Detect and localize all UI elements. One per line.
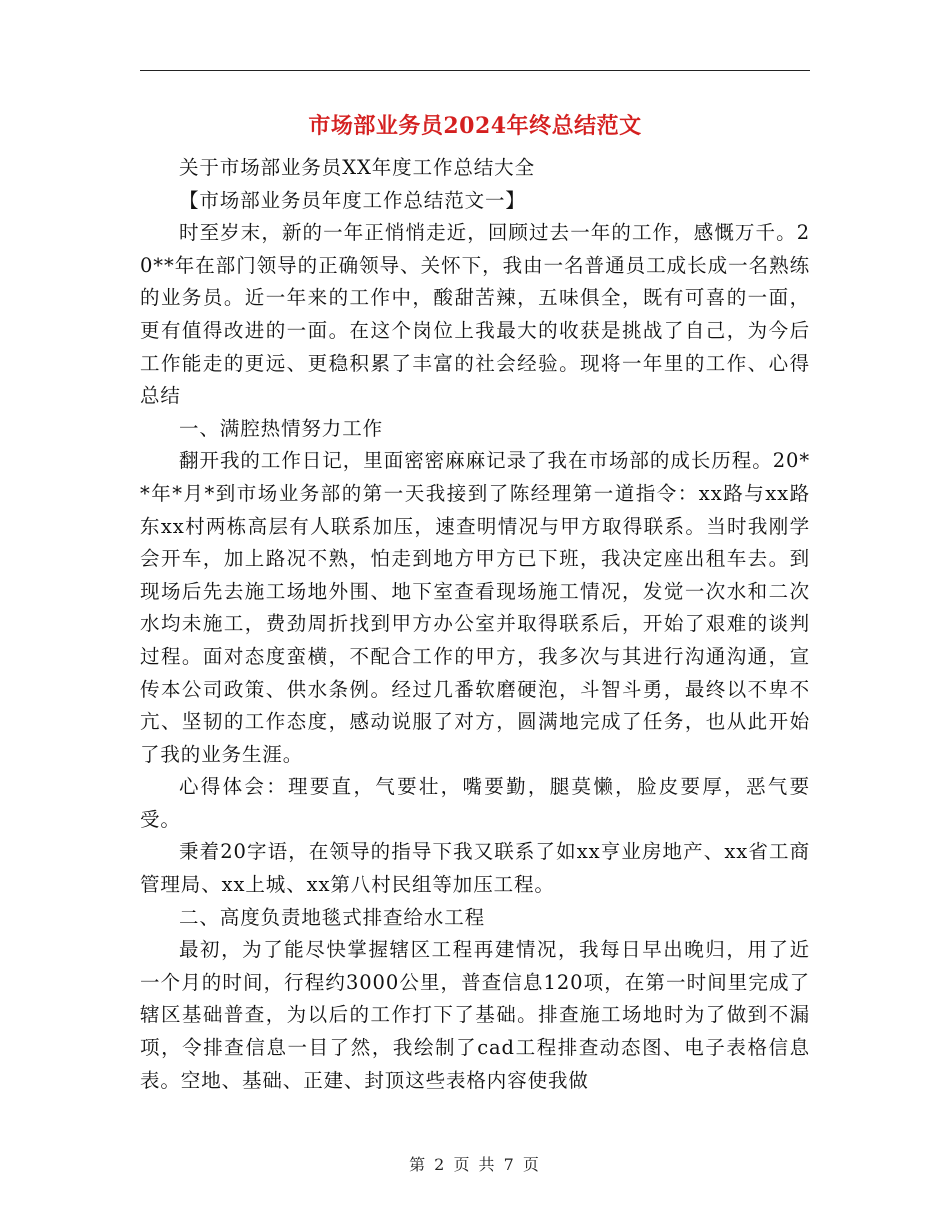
heading-part-two: 二、高度负责地毯式排查给水工程 (179, 905, 486, 929)
paragraph-intro: 时至岁末，新的一年正悄悄走近，回顾过去一年的工作，感慨万千。20**年在部门领导的正确领导、关怀下，我由一名普通员工成长成一名熟练的业务员。近一年来的工作中，酸甜苦辣，五味俱全，既有可喜的一面，更有值得改进的一面。在这个岗位上我最大的收获是挑战了自己，为今后工作能走的更远、更稳积累了丰富的社会经验。现将一年里的工作、心得总结 (140, 221, 810, 408)
document-body (140, 152, 810, 1097)
heading-part-one: 一、满腔热情努力工作 (179, 416, 384, 440)
paragraph-experience: 心得体会：理要直，气要壮，嘴要勤，腿莫懒，脸皮要厚，恶气要受。 (140, 775, 810, 831)
paragraph-section-heading: 【市场部业务员年度工作总结范文一】 (179, 188, 526, 212)
page-number-footer: 第 2 页 共 7 页 (409, 1155, 541, 1174)
paragraph-subtitle: 关于市场部业务员XX年度工作总结大全 (179, 156, 535, 179)
paragraph-projects: 秉着20字语，在领导的指导下我又联系了如xx亨业房地产、xx省工商管理局、xx上城、xx第八村民组等加压工程。 (140, 840, 810, 897)
paragraph-work-diary: 翻开我的工作日记，里面密密麻麻记录了我在市场部的成长历程。20**年*月*到市场业务部的第一天我接到了陈经理第一道指令：xx路与xx路东xx村两栋高层有人联系加压，速查明情况与甲方取得联系。当时我刚学会开车，加上路况不熟，怕走到地方甲方已下班，我决定座出租车去。到现场后先去施工场地外围、地下室查看现场施工情况，发觉一次水和二次水均未施工，费劲周折找到甲方办公室并取得联系后，开始了艰难的谈判过程。面对态度蛮横，不配合工作的甲方，我多次与其进行沟通沟通，宣传本公司政策、供水条例。经过几番软磨硬泡，斗智斗勇，最终以不卑不亢、坚韧的工作态度，感动说服了对方，圆满地完成了任务，也从此开始了我的业务生涯。 (140, 449, 810, 766)
document-title: 市场部业务员2024年终总结范文 (308, 113, 642, 139)
paragraph-survey: 最初，为了能尽快掌握辖区工程再建情况，我每日早出晚归，用了近一个月的时间，行程约3000公里，普查信息120项，在第一时间里完成了辖区基础普查，为以后的工作打下了基础。排查施工场地时为了做到不漏项，令排查信息一目了然，我绘制了cad工程排查动态图、电子表格信息表。空地、基础、正建、封顶这些表格内容使我做 (140, 938, 810, 1092)
header-rule (140, 70, 810, 71)
